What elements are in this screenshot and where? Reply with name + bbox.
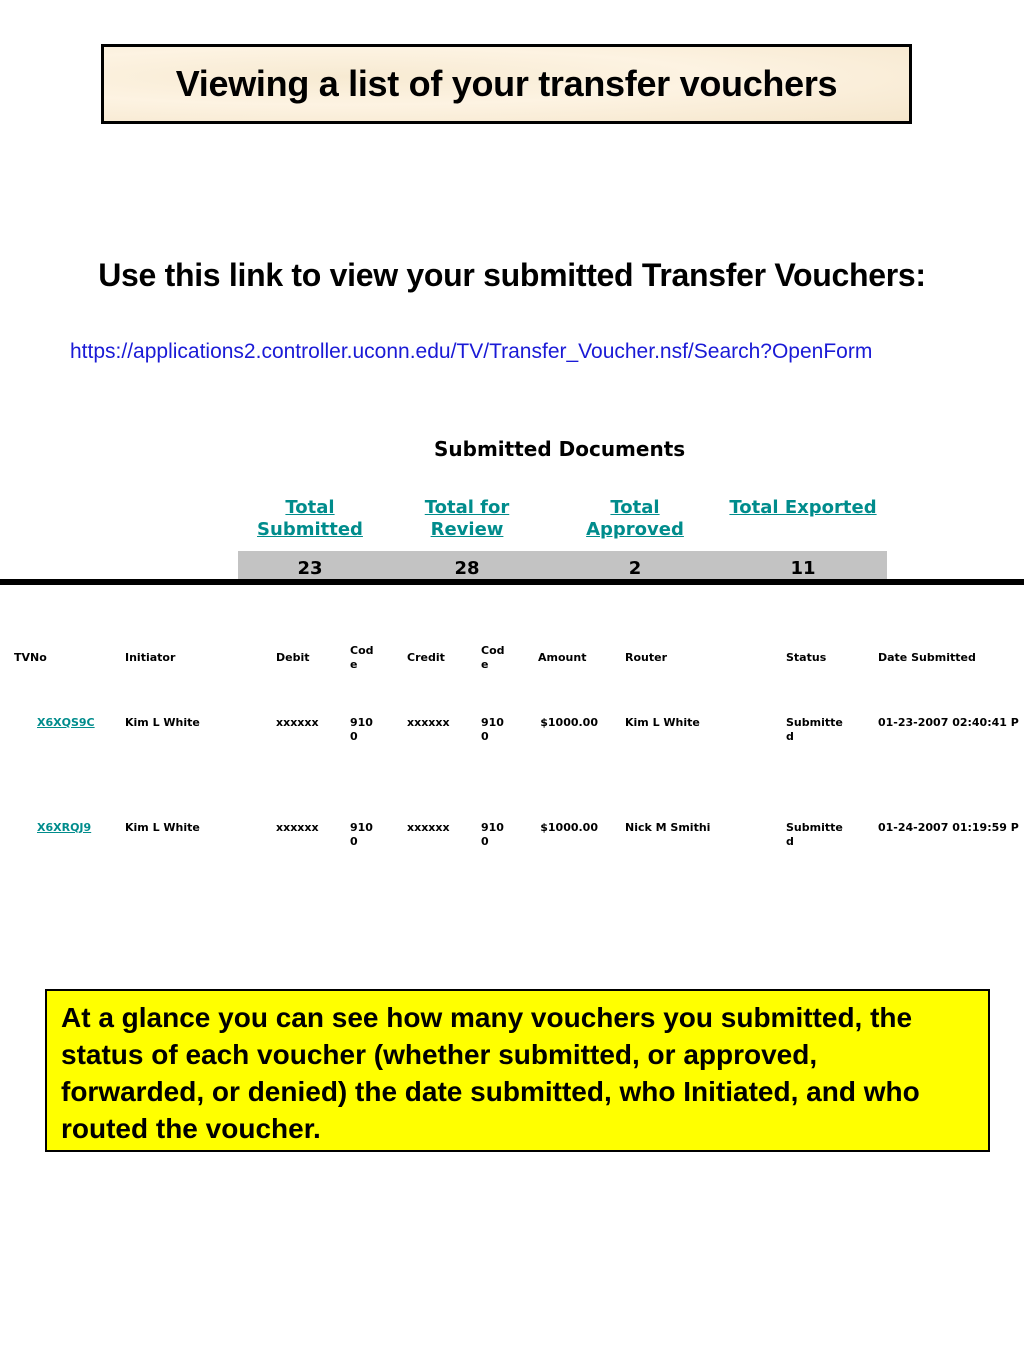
link-instructions: Use this link to view your submitted Transfer Vouchers: [98,257,926,293]
submitted-documents-heading: Submitted Documents [434,437,686,461]
total-submitted-value: 23 [297,558,323,579]
credit-code-cell: 9100 [481,716,504,743]
total-for-review-link[interactable]: Total for Review [424,497,510,540]
header-router: Router [625,651,668,664]
page-title: Viewing a list of your transfer vouchers [175,63,838,104]
header-debit-code: Code [350,644,374,671]
explanation-text: At a glance you can see how many vouchers you submitted, the status of each voucher (whether submitted, or approved, forwarded, or denied) the date submitted, who Initiated, and who routed the voucher. [61,1002,920,1144]
router-cell: Kim L White [625,716,700,729]
credit-code-cell: 9100 [481,821,504,848]
total-exported-value: 11 [790,558,816,579]
status-cell: Submitted [786,716,843,743]
initiator-cell: Kim L White [125,821,200,834]
tvno-link[interactable]: X6XQS9C [37,716,95,729]
total-submitted-link[interactable]: Total Submitted [257,497,363,540]
date-submitted-cell: 01-23-2007 02:40:41 P [878,716,1019,729]
debit-code-cell: 9100 [350,821,373,848]
search-form-link[interactable]: https://applications2.controller.uconn.edu/TV/Transfer_Voucher.nsf/Search?OpenForm [70,340,873,363]
header-amount: Amount [538,651,587,664]
title-banner [101,44,912,124]
tvno-link[interactable]: X6XRQJ9 [37,821,92,834]
amount-cell: $1000.00 [540,821,598,834]
total-for-review-value: 28 [454,558,480,579]
explanation-callout [45,989,990,1152]
header-credit-code: Code [481,644,505,671]
horizontal-divider [0,579,1024,585]
amount-cell: $1000.00 [540,716,598,729]
date-submitted-cell: 01-24-2007 01:19:59 P [878,821,1019,834]
header-initiator: Initiator [125,651,176,664]
total-approved-link[interactable]: Total Approved [586,497,684,540]
header-tvno: TVNo [14,651,47,664]
initiator-cell: Kim L White [125,716,200,729]
credit-cell: xxxxxx [407,821,450,834]
total-exported-link[interactable]: Total Exported [729,497,877,518]
header-credit: Credit [407,651,445,664]
debit-cell: xxxxxx [276,821,319,834]
credit-cell: xxxxxx [407,716,450,729]
header-status: Status [786,651,827,664]
status-cell: Submitted [786,821,843,848]
header-date-submitted: Date Submitted [878,651,976,664]
debit-cell: xxxxxx [276,716,319,729]
debit-code-cell: 9100 [350,716,373,743]
header-debit: Debit [276,651,310,664]
total-approved-value: 2 [628,558,642,579]
router-cell: Nick M Smithi [625,821,711,834]
